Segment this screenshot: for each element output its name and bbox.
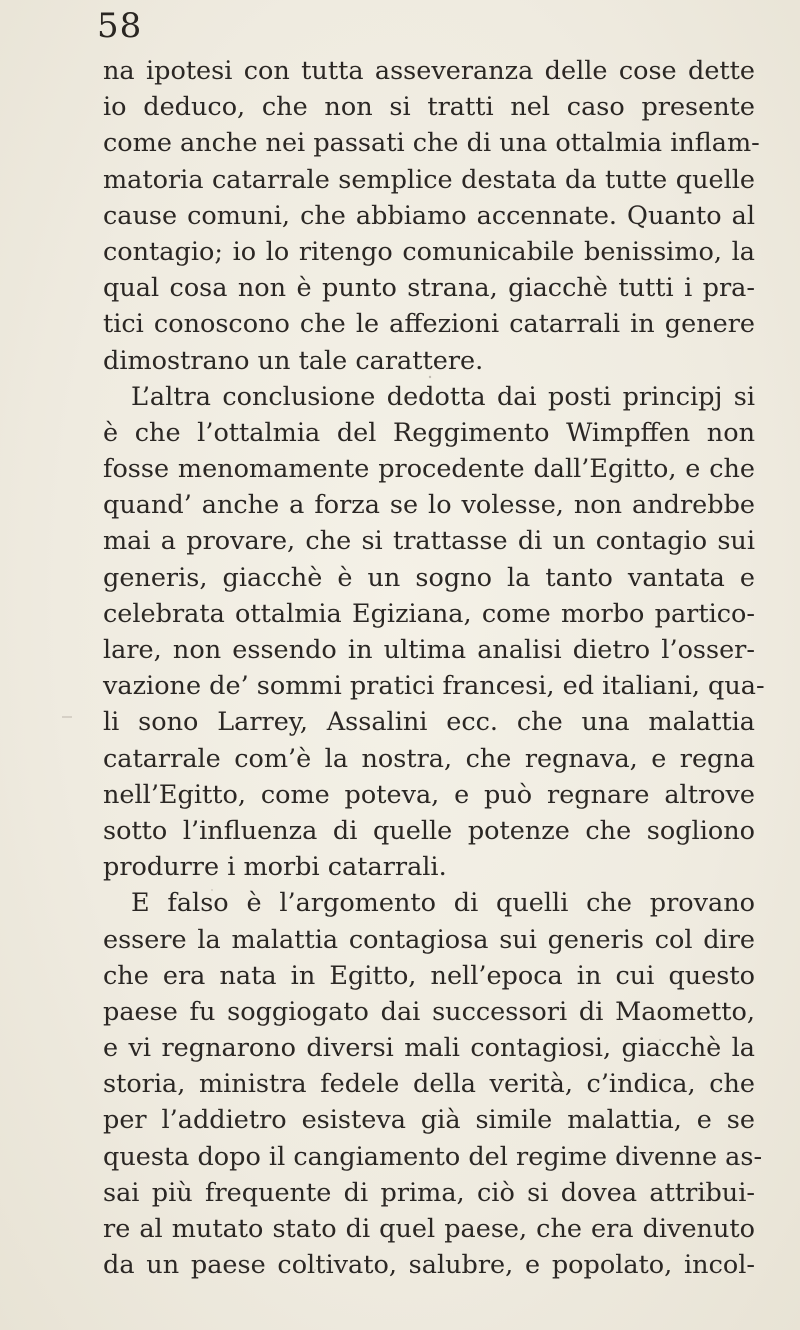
text-line: celebrata ottalmia Egiziana, come morbo partico- (103, 598, 755, 629)
text-line: dimostrano un tale carattere. (103, 345, 484, 376)
text-line: vazione de’ sommi pratici francesi, ed italiani, qua- (103, 671, 765, 702)
text-line: come anche nei passati che di una ottalmia inflam- (103, 128, 760, 159)
page-number: 58 (97, 6, 143, 46)
text-line: re al mutato stato di quel paese, che era divenuto (103, 1214, 755, 1244)
text-line: cause comuni, che abbiamo accennate. Quanto al (103, 200, 755, 231)
text-line: lare, non essendo in ultima analisi dietro l’osser- (103, 635, 755, 665)
text-line: E falso è l’argomento di quelli che provano (131, 888, 755, 919)
text-line: paese fu soggiogato dai successori di Maometto, (103, 996, 755, 1027)
text-line: che era nata in Egitto, nell’epoca in cui questo (103, 960, 755, 991)
text-line: quand’ anche a forza se lo volesse, non andrebbe (103, 490, 755, 521)
body-text (103, 53, 765, 1283)
text-line: nell’Egitto, come poteva, e può regnare altrove (103, 779, 755, 810)
text-line: contagio; io lo ritengo comunicabile benissimo, la (103, 236, 755, 267)
text-line: tici conoscono che le affezioni catarrali in genere (103, 309, 755, 340)
text-line: qual cosa non è punto strana, giacchè tutti i pra- (103, 273, 755, 304)
text-line: per l’addietro esisteva già simile malattia, e se (103, 1105, 755, 1136)
text-line: questa dopo il cangiamento del regime divenne as- (103, 1141, 763, 1172)
text-line: na ipotesi con tutta asseveranza delle cose dette (103, 56, 755, 86)
text-line: matoria catarrale semplice destata da tutte quelle (103, 164, 755, 195)
text-line: li sono Larrey, Assalini ecc. che una malattia (103, 707, 755, 738)
text-line: da un paese coltivato, salubre, e popolato, incol- (103, 1250, 755, 1281)
text-line: sai più frequente di prima, ciò si dovea attribui- (103, 1177, 755, 1208)
text-line: è che l’ottalmia del Reggimento Wimpffen non (103, 417, 755, 448)
text-line: e vi regnarono diversi mali contagiosi, giacchè la (103, 1033, 755, 1064)
text-line: generis, giacchè è un sogno la tanto vantata e (103, 562, 755, 593)
text-line: L’altra conclusione dedotta dai posti principj si (131, 381, 755, 412)
text-line: produrre i morbi catarrali. (103, 852, 447, 883)
text-line: sotto l’influenza di quelle potenze che sogliono (103, 815, 755, 846)
text-line: mai a provare, che si trattasse di un contagio sui (103, 526, 755, 557)
text-line: fosse menomamente procedente dall’Egitto, e che (103, 454, 755, 485)
text-line: essere la malattia contagiosa sui generis col dire (103, 924, 755, 955)
text-line: storia, ministra fedele della verità, c’indica, che (103, 1069, 755, 1100)
text-line: io deduco, che non si tratti nel caso presente (103, 92, 755, 123)
text-line: catarrale com’è la nostra, che regnava, e regna (103, 743, 755, 774)
